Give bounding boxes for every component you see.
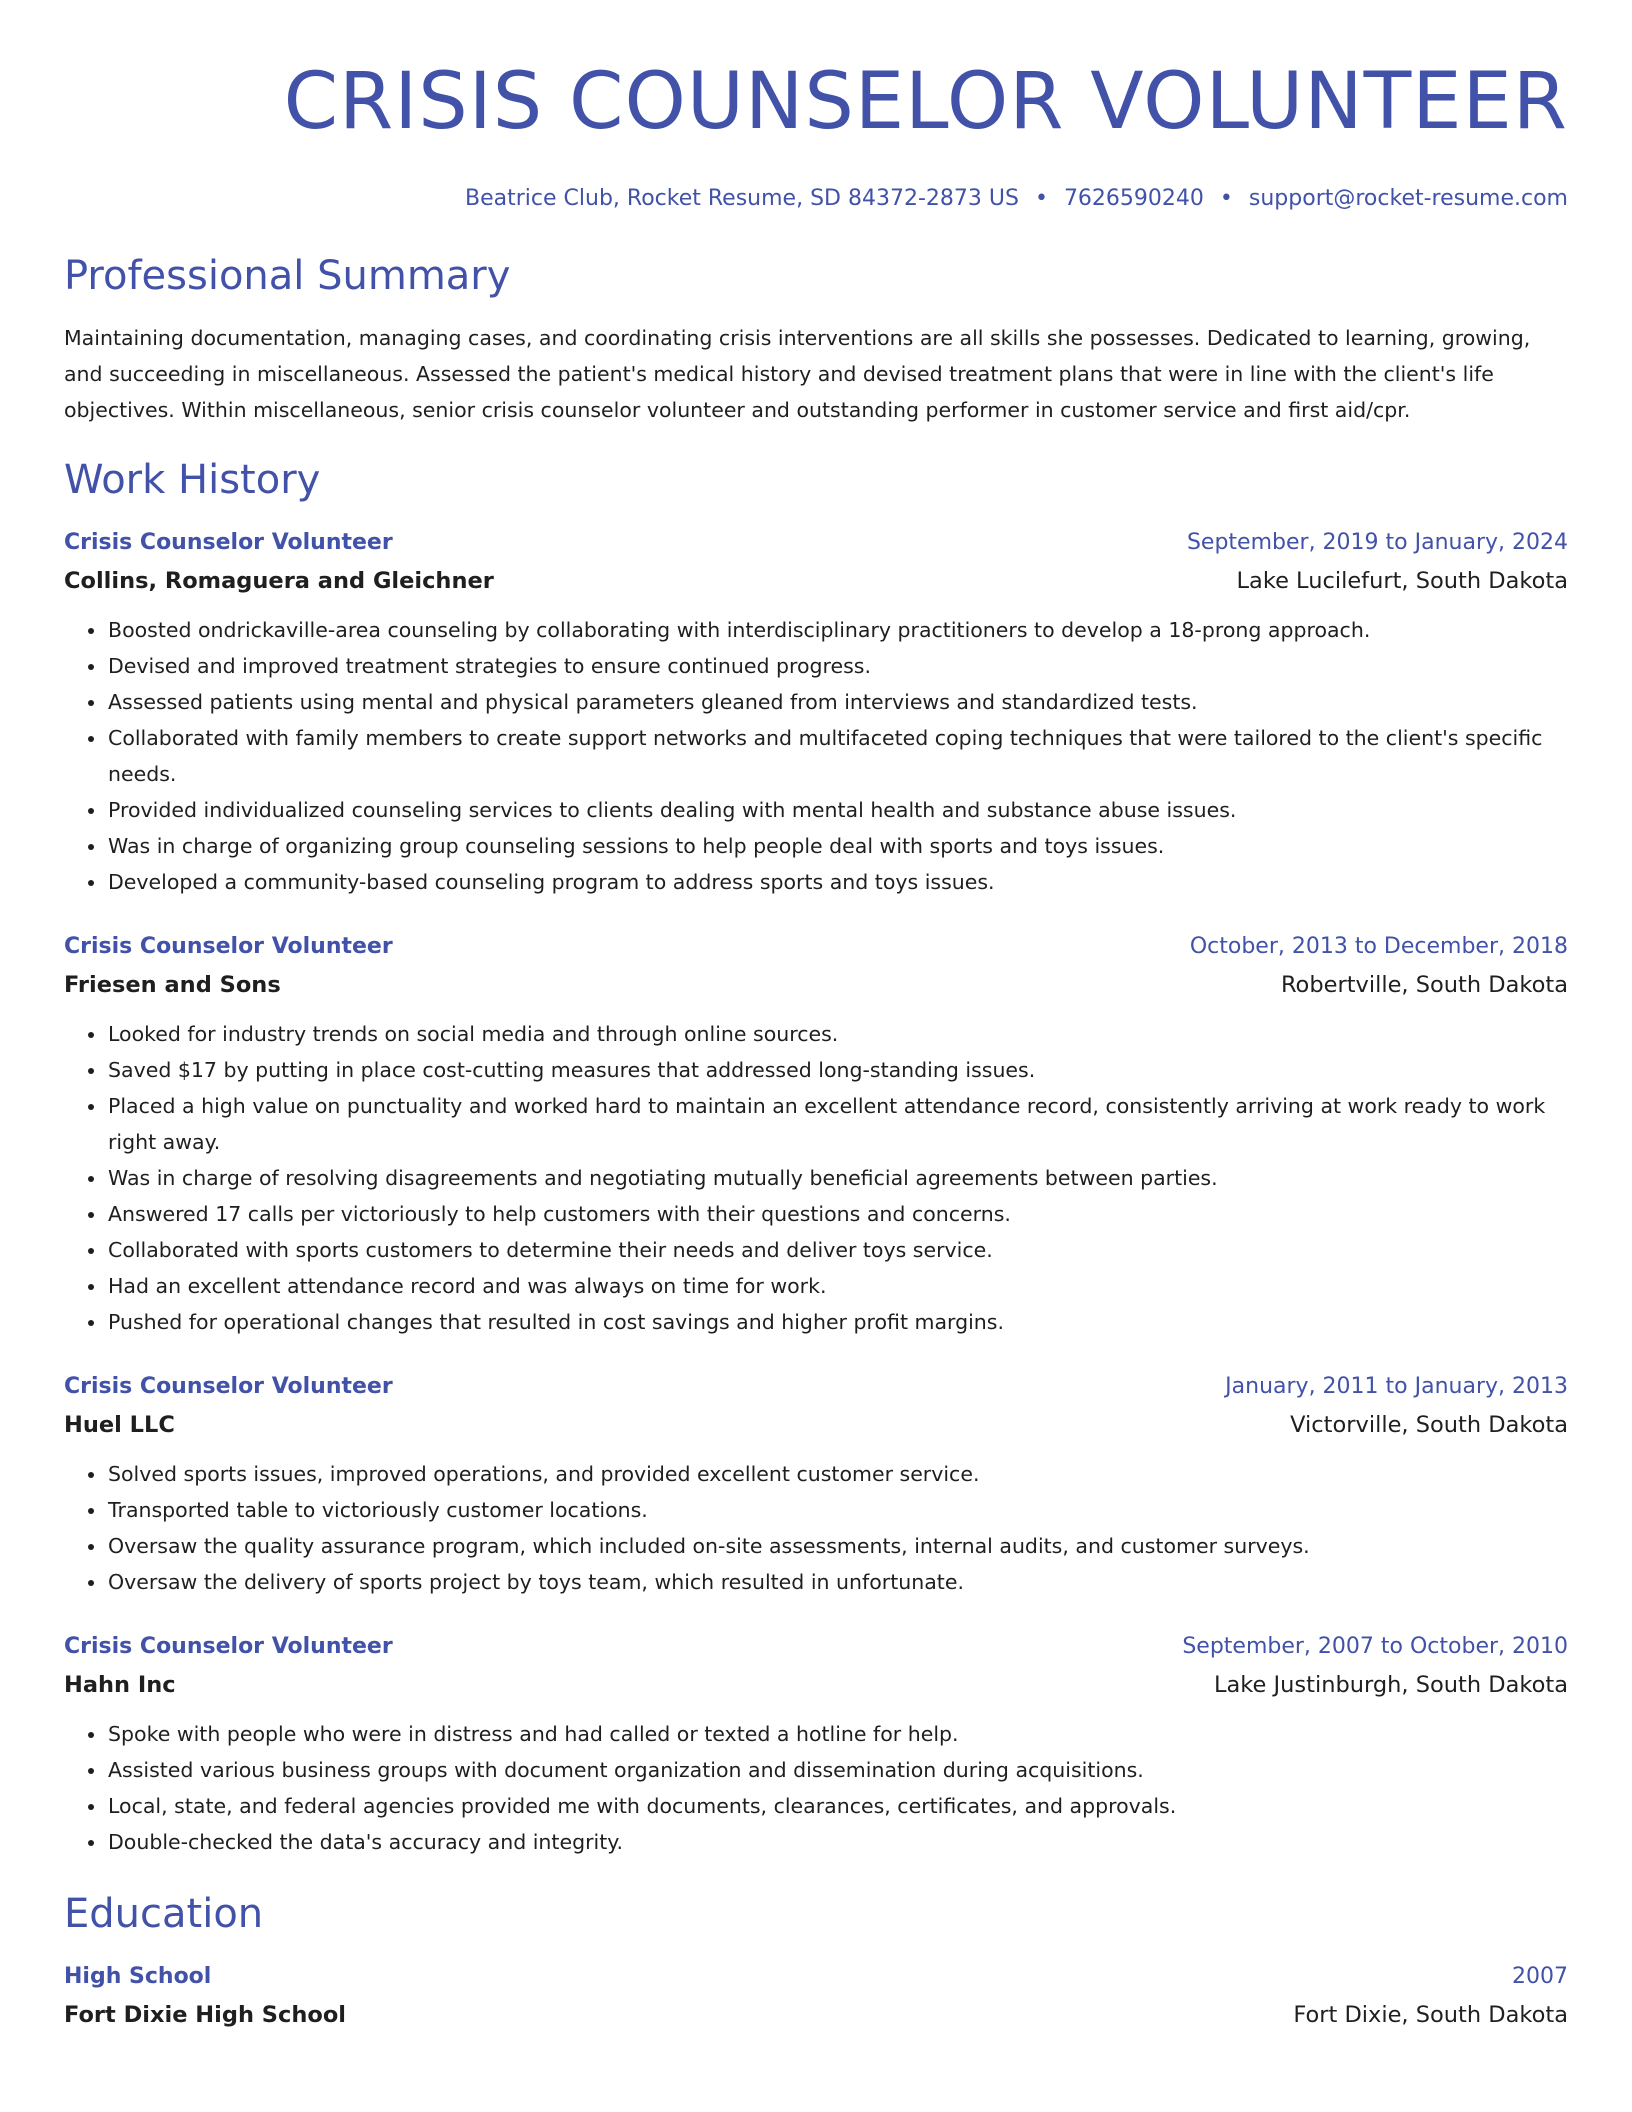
education-location: Fort Dixie, South Dakota	[1293, 2002, 1568, 2028]
job-bullet: • Was in charge of resolving disagreements and negotiating mutually beneficial agreements between parties.	[107, 1160, 1568, 1196]
job-dates: September, 2019 to January, 2024	[1186, 530, 1568, 555]
job-bullet: • Saved $17 by putting in place cost-cutting measures that addressed long-standing issues.	[107, 1052, 1568, 1088]
job-header-row	[64, 1628, 1568, 1666]
education-school-row	[64, 1996, 1568, 2034]
job-dates: October, 2013 to December, 2018	[1189, 934, 1568, 959]
job-bullet: • Transported table to victoriously customer locations.	[107, 1492, 1568, 1528]
job-bullet: • Local, state, and federal agencies provided me with documents, clearances, certificates, and approvals.	[107, 1788, 1568, 1824]
education-year: 2007	[1512, 1964, 1568, 1989]
job-bullet: • Spoke with people who were in distress and had called or texted a hotline for help.	[107, 1716, 1568, 1752]
job-location: Lake Justinburgh, South Dakota	[1213, 1672, 1568, 1698]
job-location: Robertville, South Dakota	[1280, 972, 1568, 998]
contact-address: Beatrice Club, Rocket Resume, SD 84372-2873 US	[465, 186, 1019, 211]
job-bullet: • Solved sports issues, improved operations, and provided excellent customer service.	[107, 1456, 1568, 1492]
job-role: Crisis Counselor Volunteer	[64, 530, 393, 555]
job-role: Crisis Counselor Volunteer	[64, 1374, 393, 1399]
job-bullet-list	[64, 1716, 1568, 1860]
job-entry	[64, 524, 1568, 900]
job-entry	[64, 928, 1568, 1340]
summary-text: Maintaining documentation, managing cases, and coordinating crisis interventions are all skills she possesses. Dedicated to learning, growing, and succeeding in miscellaneous. Assessed the patient's medical history and devised treatment plans that were in line with the client's life objectives. Within miscellaneous, senior crisis counselor volunteer and outstanding performer in customer service and first aid/cpr.	[64, 326, 1531, 422]
job-bullet: • Answered 17 calls per victoriously to help customers with their questions and concerns.	[107, 1196, 1568, 1232]
contact-separator: •	[1219, 186, 1233, 211]
job-location: Lake Lucilefurt, South Dakota	[1236, 568, 1568, 594]
job-bullet: • Had an excellent attendance record and was always on time for work.	[107, 1268, 1568, 1304]
education-header-row	[64, 1958, 1568, 1996]
contact-line	[64, 184, 1568, 214]
work-history-list	[64, 524, 1568, 1860]
job-bullet-list	[64, 1016, 1568, 1340]
job-bullet: • Oversaw the delivery of sports project by toys team, which resulted in unfortunate.	[107, 1564, 1568, 1600]
job-bullet: • Was in charge of organizing group counseling sessions to help people deal with sports and toys issues.	[107, 828, 1568, 864]
work-history-heading: Work History	[64, 457, 321, 503]
job-bullet: • Collaborated with sports customers to determine their needs and deliver toys service.	[107, 1232, 1568, 1268]
resume-title: CRISIS COUNSELOR VOLUNTEER	[283, 57, 1568, 147]
job-company-row	[64, 966, 1568, 1004]
job-company: Collins, Romaguera and Gleichner	[64, 568, 494, 594]
contact-phone: 7626590240	[1063, 186, 1204, 211]
job-company: Friesen and Sons	[64, 972, 281, 998]
education-school: Fort Dixie High School	[64, 2002, 346, 2028]
job-bullet: • Provided individualized counseling services to clients dealing with mental health and substance abuse issues.	[107, 792, 1568, 828]
job-company-row	[64, 1406, 1568, 1444]
job-company-row	[64, 562, 1568, 600]
job-bullet-list	[64, 1456, 1568, 1600]
job-header-row	[64, 928, 1568, 966]
job-dates: September, 2007 to October, 2010	[1182, 1634, 1568, 1659]
contact-email: support@rocket-resume.com	[1248, 186, 1568, 211]
education-degree: High School	[64, 1964, 212, 1989]
job-role: Crisis Counselor Volunteer	[64, 934, 393, 959]
job-company: Huel LLC	[64, 1412, 175, 1438]
job-bullet: • Assessed patients using mental and physical parameters gleaned from interviews and standardized tests.	[107, 684, 1568, 720]
job-location: Victorville, South Dakota	[1290, 1412, 1568, 1438]
job-header-row	[64, 1368, 1568, 1406]
job-entry	[64, 1368, 1568, 1600]
contact-separator: •	[1034, 186, 1048, 211]
job-bullet: • Developed a community-based counseling program to address sports and toys issues.	[107, 864, 1568, 900]
job-bullet: • Assisted various business groups with document organization and dissemination during acquisitions.	[107, 1752, 1568, 1788]
education-entry	[64, 1958, 1568, 2034]
job-bullet: • Placed a high value on punctuality and worked hard to maintain an excellent attendance record, consistently arriving at work ready to work right away.	[107, 1088, 1568, 1160]
job-bullet-list	[64, 612, 1568, 900]
education-heading: Education	[64, 1891, 264, 1937]
job-bullet: • Boosted ondrickaville-area counseling by collaborating with interdisciplinary practitioners to develop a 18-prong approach.	[107, 612, 1568, 648]
education-list	[64, 1958, 1568, 2034]
job-bullet: • Pushed for operational changes that resulted in cost savings and higher profit margins.	[107, 1304, 1568, 1340]
job-bullet: • Collaborated with family members to create support networks and multifaceted coping techniques that were tailored to the client's specific needs.	[107, 720, 1568, 792]
job-role: Crisis Counselor Volunteer	[64, 1634, 393, 1659]
job-bullet: • Oversaw the quality assurance program, which included on-site assessments, internal audits, and customer surveys.	[107, 1528, 1568, 1564]
job-dates: January, 2011 to January, 2013	[1225, 1374, 1568, 1399]
job-header-row	[64, 524, 1568, 562]
summary-heading: Professional Summary	[64, 253, 511, 299]
job-company: Hahn Inc	[64, 1672, 176, 1698]
job-entry	[64, 1628, 1568, 1860]
job-bullet: • Devised and improved treatment strategies to ensure continued progress.	[107, 648, 1568, 684]
job-company-row	[64, 1666, 1568, 1704]
job-bullet: • Double-checked the data's accuracy and integrity.	[107, 1824, 1568, 1860]
job-bullet: • Looked for industry trends on social media and through online sources.	[107, 1016, 1568, 1052]
resume-header	[64, 0, 1568, 214]
